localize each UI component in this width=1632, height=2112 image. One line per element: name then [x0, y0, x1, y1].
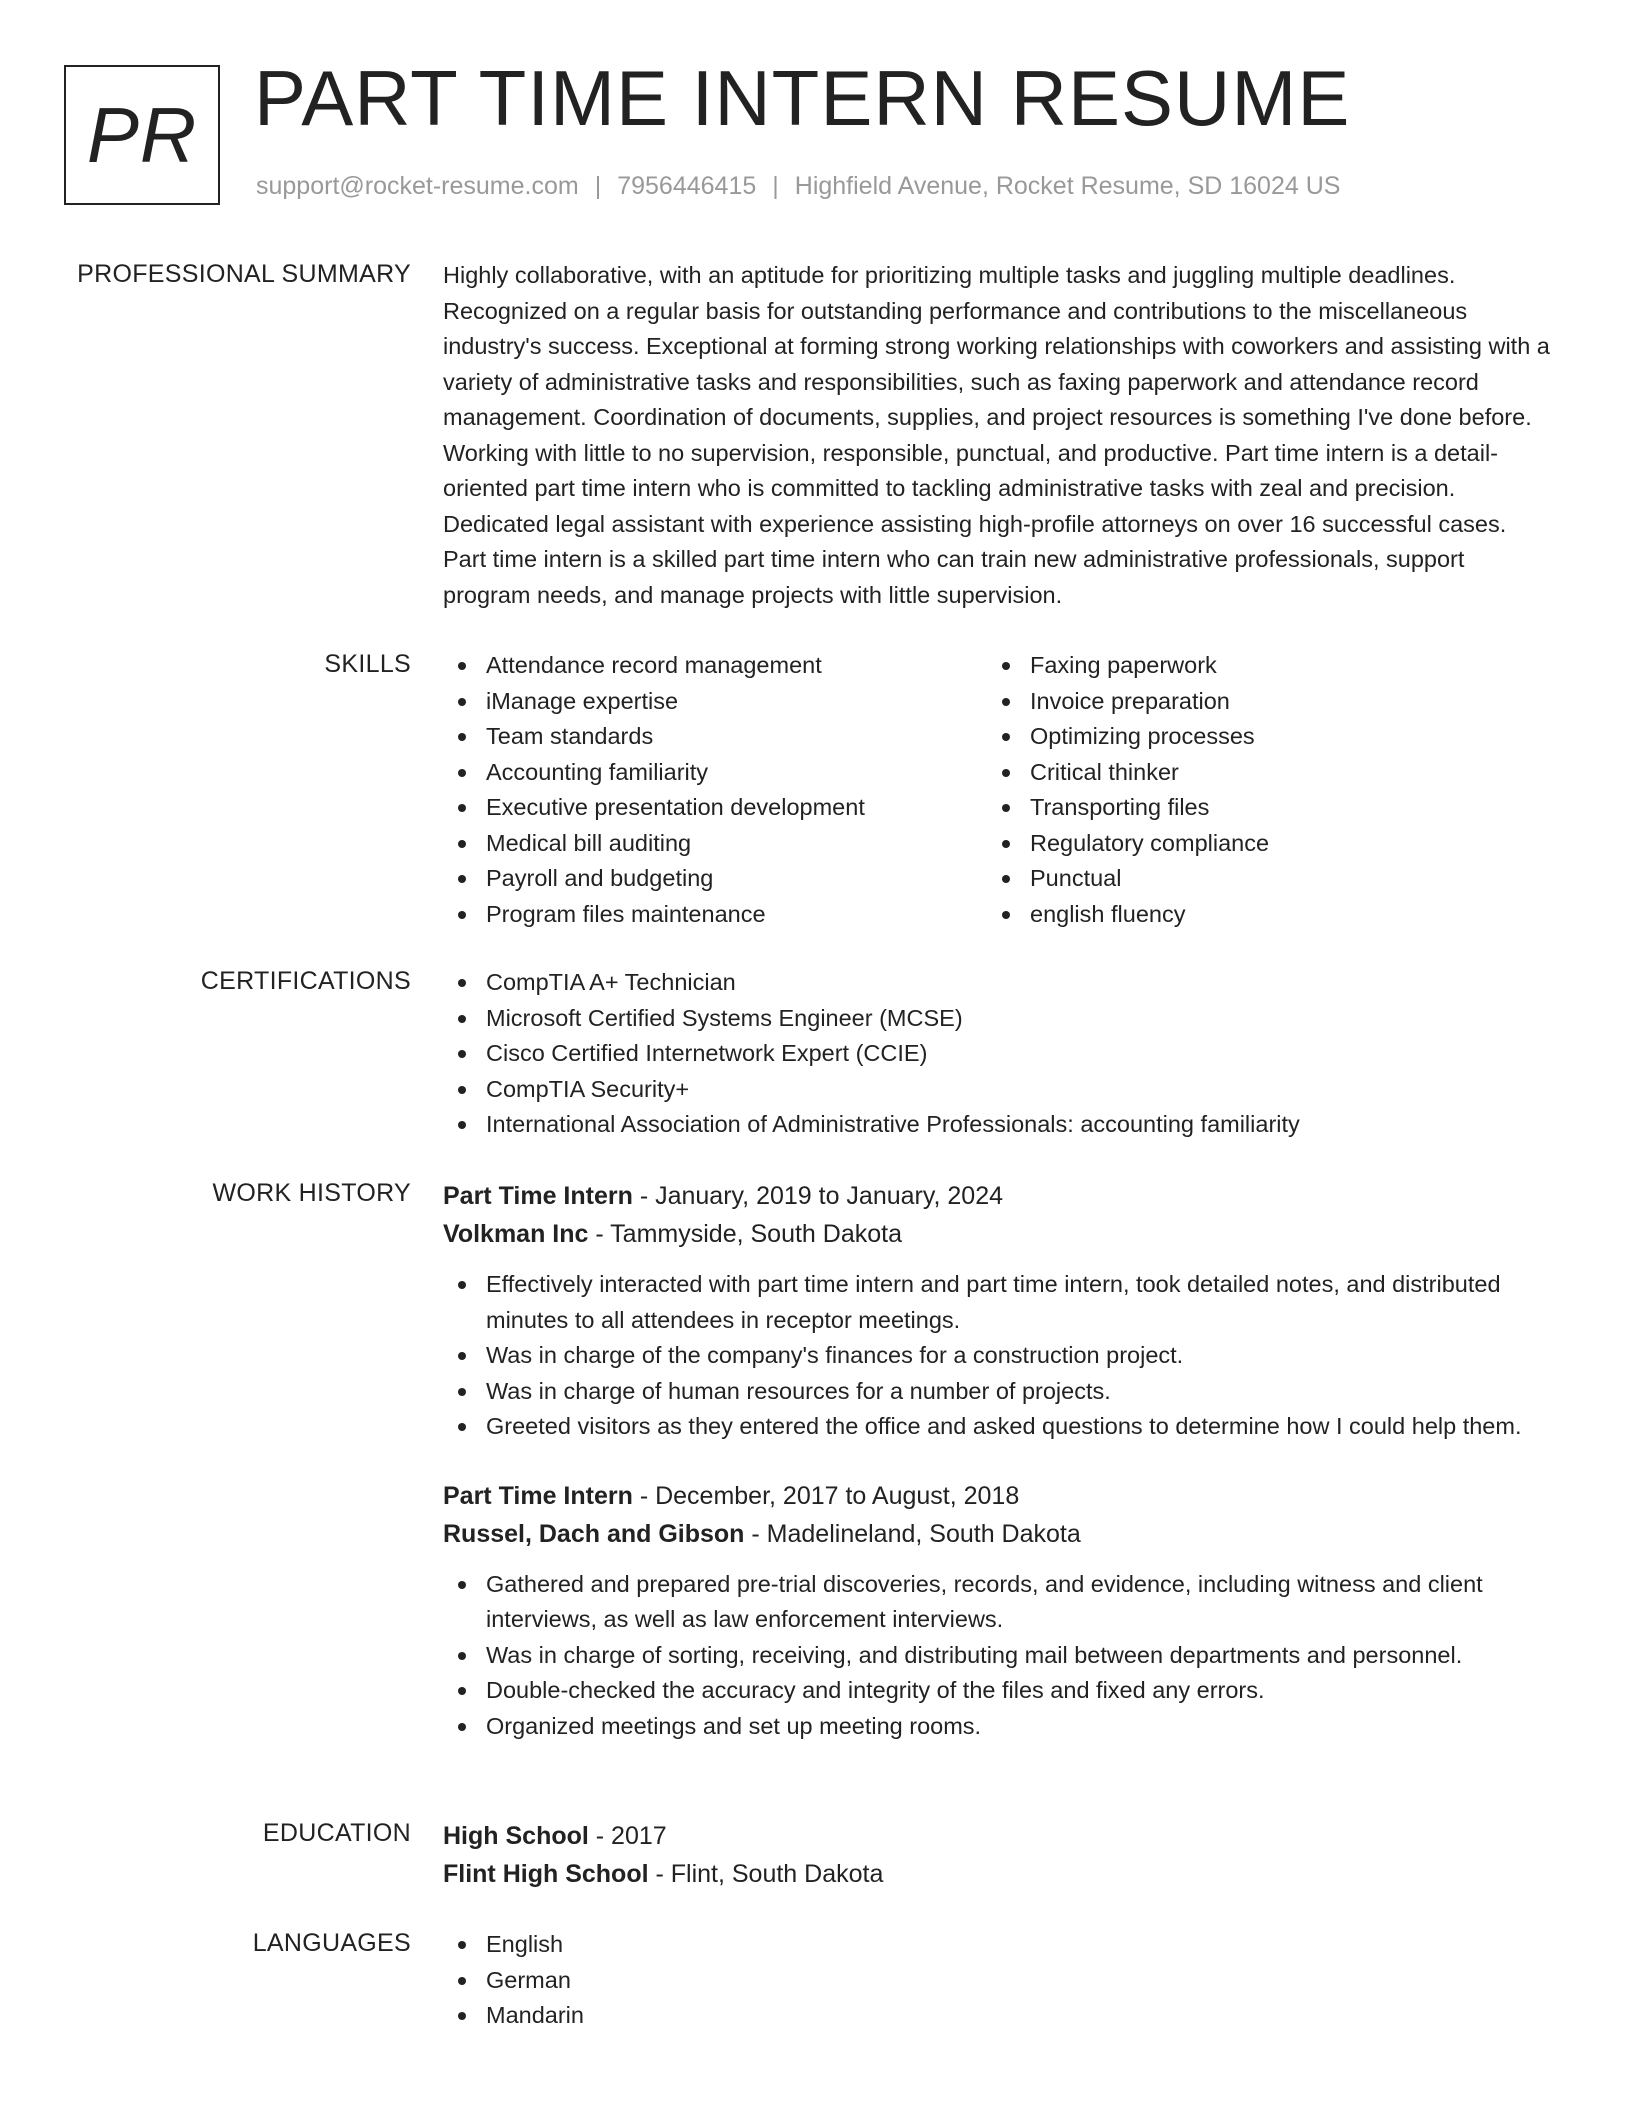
skill-item: english fluency: [987, 897, 1531, 933]
skill-item: Regulatory compliance: [987, 826, 1531, 862]
section-label-skills: SKILLS: [324, 650, 411, 678]
skills-list-right: [987, 648, 1531, 932]
summary-text: Highly collaborative, with an aptitude for prioritizing multiple tasks and juggling multiple deadlines. Recognized on a regular basis for outstanding performance and contributions to the miscellaneous industry's success. Exceptional at forming strong working relationships with coworkers and assisting with a variety of administrative tasks and responsibilities, such as faxing paperwork and attendance record management. Coordination of documents, supplies, and project resources is something I've done before. Working with little to no supervision, responsible, punctual, and productive. Part time intern is a detail-oriented part time intern who is committed to tackling administrative tasks with zeal and precision. Dedicated legal assistant with experience assisting high-profile attorneys on over 16 successful cases. Part time intern is a skilled part time intern who can train new administrative professionals, support program needs, and manage projects with little supervision.: [443, 262, 1550, 608]
languages-list: [443, 1927, 1553, 2034]
certification-item: CompTIA Security+: [443, 1072, 1553, 1108]
job-dates: - December, 2017 to August, 2018: [632, 1481, 1020, 1510]
skill-item: Critical thinker: [987, 755, 1531, 791]
job-company-line: [443, 1515, 1553, 1553]
job-company: Volkman Inc: [443, 1220, 589, 1248]
language-item: English: [443, 1927, 1553, 1963]
section-label-summary: PROFESSIONAL SUMMARY: [77, 260, 411, 288]
job-bullet-list: [443, 1267, 1553, 1445]
language-item: German: [443, 1963, 1553, 1999]
education-year: - 2017: [588, 1822, 667, 1850]
skill-item: Executive presentation development: [443, 790, 987, 826]
job-company-line: [443, 1215, 1553, 1253]
monogram-initials: PR: [86, 90, 198, 179]
job-bullet: Was in charge of human resources for a number of projects.: [443, 1374, 1553, 1410]
section-label-work-history: WORK HISTORY: [212, 1179, 411, 1207]
job-title: Part Time Intern: [443, 1182, 633, 1210]
section-label-languages: LANGUAGES: [252, 1929, 411, 1957]
job-bullet: Was in charge of sorting, receiving, and distributing mail between departments and personnel.: [443, 1638, 1553, 1674]
language-item: Mandarin: [443, 1998, 1553, 2034]
skill-item: Punctual: [987, 861, 1531, 897]
job-entry: [443, 1477, 1553, 1745]
skill-item: Medical bill auditing: [443, 826, 987, 862]
job-bullet: Gathered and prepared pre-trial discoveries, records, and evidence, including witness and client interviews, as well as law enforcement interviews.: [443, 1567, 1553, 1638]
education-school-line: [443, 1855, 1553, 1893]
job-company: Russel, Dach and Gibson: [443, 1519, 745, 1548]
job-title: Part Time Intern: [443, 1481, 633, 1510]
work-history-content: [443, 1177, 1553, 1744]
skill-item: Invoice preparation: [987, 684, 1531, 720]
section-label-education: EDUCATION: [262, 1819, 411, 1847]
skills-columns: [443, 648, 1553, 932]
job-dates: - January, 2019 to January, 2024: [632, 1182, 1004, 1210]
skill-item: Attendance record management: [443, 648, 987, 684]
job-title-line: [443, 1177, 1553, 1215]
monogram-logo: [64, 65, 220, 205]
contact-line: [256, 172, 1340, 201]
education-content: [443, 1817, 1553, 1893]
section-label-certifications: CERTIFICATIONS: [200, 967, 411, 995]
certification-item: CompTIA A+ Technician: [443, 965, 1553, 1001]
contact-separator: |: [772, 172, 779, 200]
skill-item: iManage expertise: [443, 684, 987, 720]
job-bullet: Double-checked the accuracy and integrity of the files and fixed any errors.: [443, 1673, 1553, 1709]
job-bullet: Effectively interacted with part time intern and part time intern, took detailed notes, and distributed minutes to all attendees in receptor meetings.: [443, 1267, 1553, 1338]
education-school: Flint High School: [443, 1860, 649, 1888]
certifications-content: [443, 965, 1553, 1143]
contact-phone[interactable]: 7956446415: [617, 172, 757, 200]
job-bullet-list: [443, 1567, 1553, 1745]
contact-separator: |: [594, 172, 602, 200]
skill-item: Payroll and budgeting: [443, 861, 987, 897]
job-location: - Madelineland, South Dakota: [744, 1519, 1081, 1548]
job-bullet: Organized meetings and set up meeting rooms.: [443, 1709, 1553, 1745]
job-location: - Tammyside, South Dakota: [588, 1220, 902, 1248]
education-degree-line: [443, 1817, 1553, 1855]
skill-item: Optimizing processes: [987, 719, 1531, 755]
certification-item: Cisco Certified Internetwork Expert (CCIE): [443, 1036, 1553, 1072]
languages-content: [443, 1927, 1553, 2034]
certifications-list: [443, 965, 1553, 1143]
job-bullet: Was in charge of the company's finances for a construction project.: [443, 1338, 1553, 1374]
job-title-line: [443, 1477, 1553, 1515]
education-location: - Flint, South Dakota: [648, 1860, 884, 1888]
skill-item: Faxing paperwork: [987, 648, 1531, 684]
contact-address: Highfield Avenue, Rocket Resume, SD 16024 US: [794, 172, 1341, 200]
skill-item: Transporting files: [987, 790, 1531, 826]
resume-title: PART TIME INTERN RESUME: [254, 54, 1351, 142]
contact-email[interactable]: support@rocket-resume.com: [256, 172, 579, 200]
job-bullet: Greeted visitors as they entered the office and asked questions to determine how I could help them.: [443, 1409, 1553, 1445]
certification-item: Microsoft Certified Systems Engineer (MCSE): [443, 1001, 1553, 1037]
job-entry: [443, 1177, 1553, 1445]
skill-item: Team standards: [443, 719, 987, 755]
certification-item: International Association of Administrative Professionals: accounting familiarity: [443, 1107, 1553, 1143]
education-degree: High School: [443, 1822, 589, 1850]
skill-item: Accounting familiarity: [443, 755, 987, 791]
skills-list-left: [443, 648, 987, 932]
skill-item: Program files maintenance: [443, 897, 987, 933]
